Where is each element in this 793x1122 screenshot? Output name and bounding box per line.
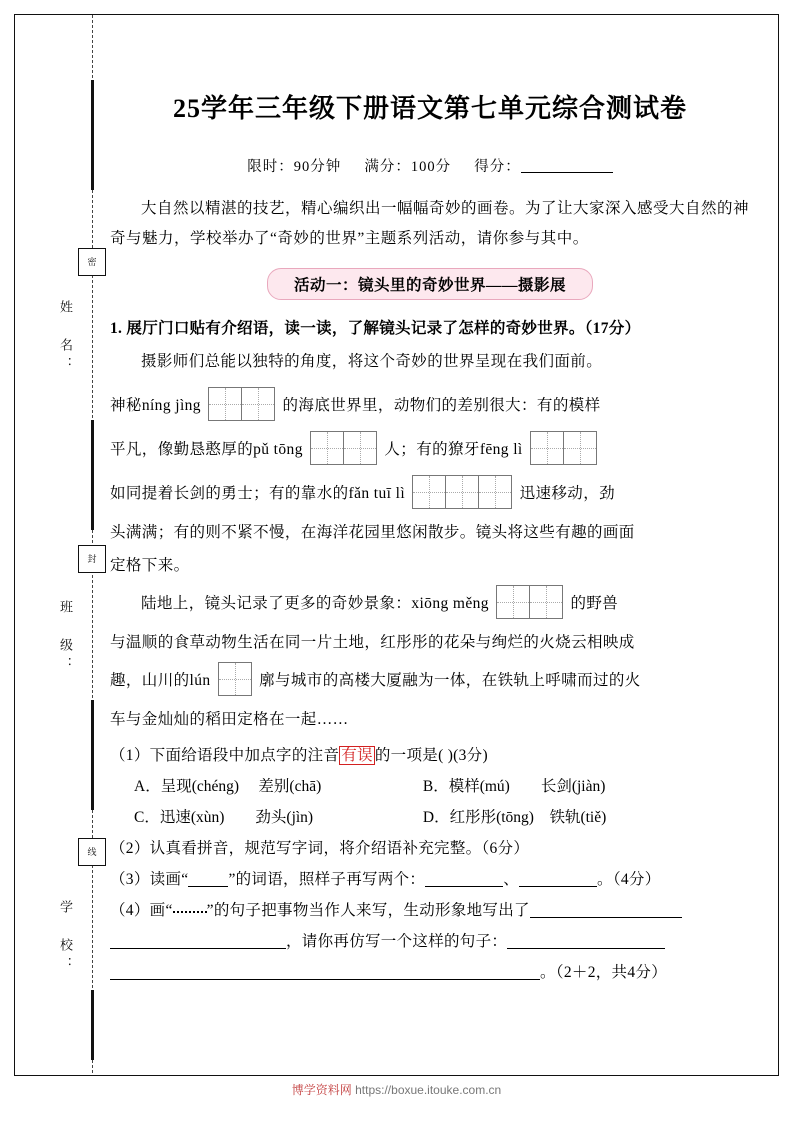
sub-question-4	[110, 895, 750, 926]
sub-1-pre: （1）下面给语段中加点字的注音	[110, 747, 340, 764]
passage-1-line-2	[110, 384, 750, 428]
pinyin-fantuili: fǎn tuī lì	[348, 485, 406, 502]
sub-question-3	[110, 864, 750, 895]
pinyin-putong: pǔ tōng	[253, 441, 303, 458]
options-row-2	[110, 802, 750, 833]
passage-2-sent-5: 廓与城市的高楼大厦融为一体，在铁轨上呼啸而过的火	[259, 672, 641, 689]
passage-1-line-5	[110, 516, 750, 549]
sub-4-post: ，请你再仿写一个这样的句子：	[286, 933, 508, 950]
score-blank[interactable]	[521, 172, 613, 173]
sub-3-answer-blank-1[interactable]	[425, 868, 503, 887]
page-title: 25学年三年级下册语文第七单元综合测试卷	[172, 94, 687, 123]
text-mysterious: 神秘	[110, 397, 142, 414]
writing-boxes-fengli[interactable]	[530, 431, 597, 465]
passage-1-line-3	[110, 428, 750, 472]
passage-1-sent-3: 平凡，像勤恳憨厚的	[110, 441, 254, 458]
seal-char-3: 线	[78, 838, 106, 866]
full-score: 满分：100分	[364, 159, 452, 175]
passage-1-sent-7: 头满满；有的则不紧不慢，在海洋花园里悠闲散步。镜头将这些有趣的画面	[110, 524, 635, 541]
passage-1-sent-1: 摄影师们总能以独特的角度，将这个奇妙的世界呈现在我们面前。	[141, 353, 603, 370]
seal-line-seg-2	[91, 420, 94, 530]
pinyin-lun: lún	[189, 672, 211, 689]
sub-4-pre: （4）画“	[110, 902, 173, 919]
footer	[0, 1081, 793, 1098]
seal-char-1: 密	[78, 248, 106, 276]
passage-2-line-4	[110, 703, 750, 736]
sub-1-highlight: 有误	[341, 747, 373, 764]
option-b[interactable]: B．模样(mú) 长剑(jiàn)	[422, 778, 606, 795]
option-a[interactable]: A．呈现(chéng) 差别(chā)	[134, 778, 322, 795]
time-limit: 限时：90分钟	[247, 159, 342, 175]
question-1-stem	[110, 316, 750, 338]
footer-brand: 博学资料网	[291, 1083, 352, 1097]
writing-boxes-xiongmeng[interactable]	[496, 585, 563, 619]
sub-4-score: 。（2＋2，共4分）	[540, 964, 668, 981]
writing-boxes-putong[interactable]	[310, 431, 377, 465]
options-row-1	[110, 771, 750, 802]
exam-meta	[110, 155, 750, 176]
passage-2-sent-6: 车与金灿灿的稻田定格在一起……	[110, 711, 349, 728]
pinyin-fengli: fēng lì	[479, 441, 523, 458]
label-name: 姓 名：	[58, 300, 73, 376]
passage-2-sent-1: 陆地上，镜头记录了更多的奇妙景象：	[141, 595, 412, 612]
passage-1-sent-6: 迅速移动，劲	[519, 485, 616, 502]
sub-question-1	[110, 740, 750, 771]
sub-4-answer-blank-3[interactable]	[507, 930, 665, 949]
sub-4-answer-blank-1[interactable]	[530, 899, 682, 918]
sub-3-mid: ”的词语，照样子再写两个：	[228, 871, 426, 888]
sub-3-pre: （3）读画“	[110, 871, 189, 888]
footer-site[interactable]: https://boxue.itouke.com.cn	[355, 1083, 502, 1097]
activity-banner: 活动一：镜头里的奇妙世界——摄影展	[267, 268, 593, 300]
writing-boxes-ningjing[interactable]	[208, 387, 275, 421]
passage-1-line-1	[110, 340, 750, 384]
sub-4-answer-blank-2[interactable]	[110, 930, 286, 949]
passage-2-sent-2: 的野兽	[570, 595, 619, 612]
paper-content	[110, 40, 750, 988]
passage-2-line-2	[110, 626, 750, 659]
sub-question-4-line-2	[110, 926, 750, 957]
sub-3-answer-blank-2[interactable]	[519, 868, 597, 887]
passage-2-sent-4: 趣，山川的	[110, 672, 190, 689]
sub-question-2: （2）认真看拼音，规范写字词，将介绍语补充完整。（6分）	[110, 840, 530, 857]
seal-line-seg-3	[91, 700, 94, 810]
sub-3-underline-mark	[188, 868, 228, 887]
passage-2-line-1	[110, 582, 750, 626]
passage-1-sent-5: 如同提着长剑的勇士；有的靠水的	[110, 485, 349, 502]
writing-boxes-fantuili[interactable]	[412, 475, 512, 509]
option-c[interactable]: C．迅速(xùn) 劲头(jìn)	[134, 809, 314, 826]
intro-paragraph: 大自然以精湛的技艺，精心编织出一幅幅奇妙的画卷。为了让大家深入感受大自然的神奇与魅力，学校举办了“奇妙的世界”主题系列活动，请你参与其中。	[110, 200, 750, 247]
activity-banner-wrap	[110, 268, 750, 300]
question-1-text: 展厅门口贴有介绍语，读一读，了解镜头记录了怎样的奇妙世界。（17分）	[126, 320, 641, 337]
sub-4-answer-blank-4[interactable]	[110, 961, 540, 980]
seal-line-seg-1	[91, 80, 94, 190]
option-d[interactable]: D．红彤彤(tōng) 铁轨(tiě)	[422, 809, 607, 826]
passage-1-line-4	[110, 472, 750, 516]
writing-boxes-lun[interactable]	[218, 662, 252, 696]
passage-1-sent-4: 人；有的獠牙	[384, 441, 480, 458]
pinyin-ningjing: níng jìng	[141, 397, 201, 414]
sub-3-sep: 、	[503, 871, 520, 888]
passage-2-sent-3: 与温顺的食草动物生活在同一片土地，红彤彤的花朵与绚烂的火烧云相映成	[110, 634, 635, 651]
passage-2-line-3	[110, 659, 750, 703]
pinyin-xiongmeng: xiōng měng	[411, 595, 489, 612]
passage-1-sent-8: 定格下来。	[110, 557, 190, 574]
sub-4-wavy-mark	[173, 911, 207, 913]
label-school: 学 校：	[58, 900, 73, 976]
sub-1-post: 的一项是( )(3分)	[374, 747, 488, 764]
question-1-number: 1.	[110, 320, 123, 337]
seal-char-2: 封	[78, 545, 106, 573]
seal-line-seg-4	[91, 990, 94, 1060]
sub-4-mid: ”的句子把事物当作人来写，生动形象地写出了	[206, 902, 530, 919]
passage-1-line-6	[110, 549, 750, 582]
sub-question-4-line-3	[110, 957, 750, 988]
passage-1-sent-2: 的海底世界里，动物们的差别很大：有的模样	[282, 397, 601, 414]
label-class: 班 级：	[58, 600, 73, 676]
score-label: 得分：	[474, 159, 521, 175]
sub-3-post: 。（4分）	[597, 871, 661, 888]
